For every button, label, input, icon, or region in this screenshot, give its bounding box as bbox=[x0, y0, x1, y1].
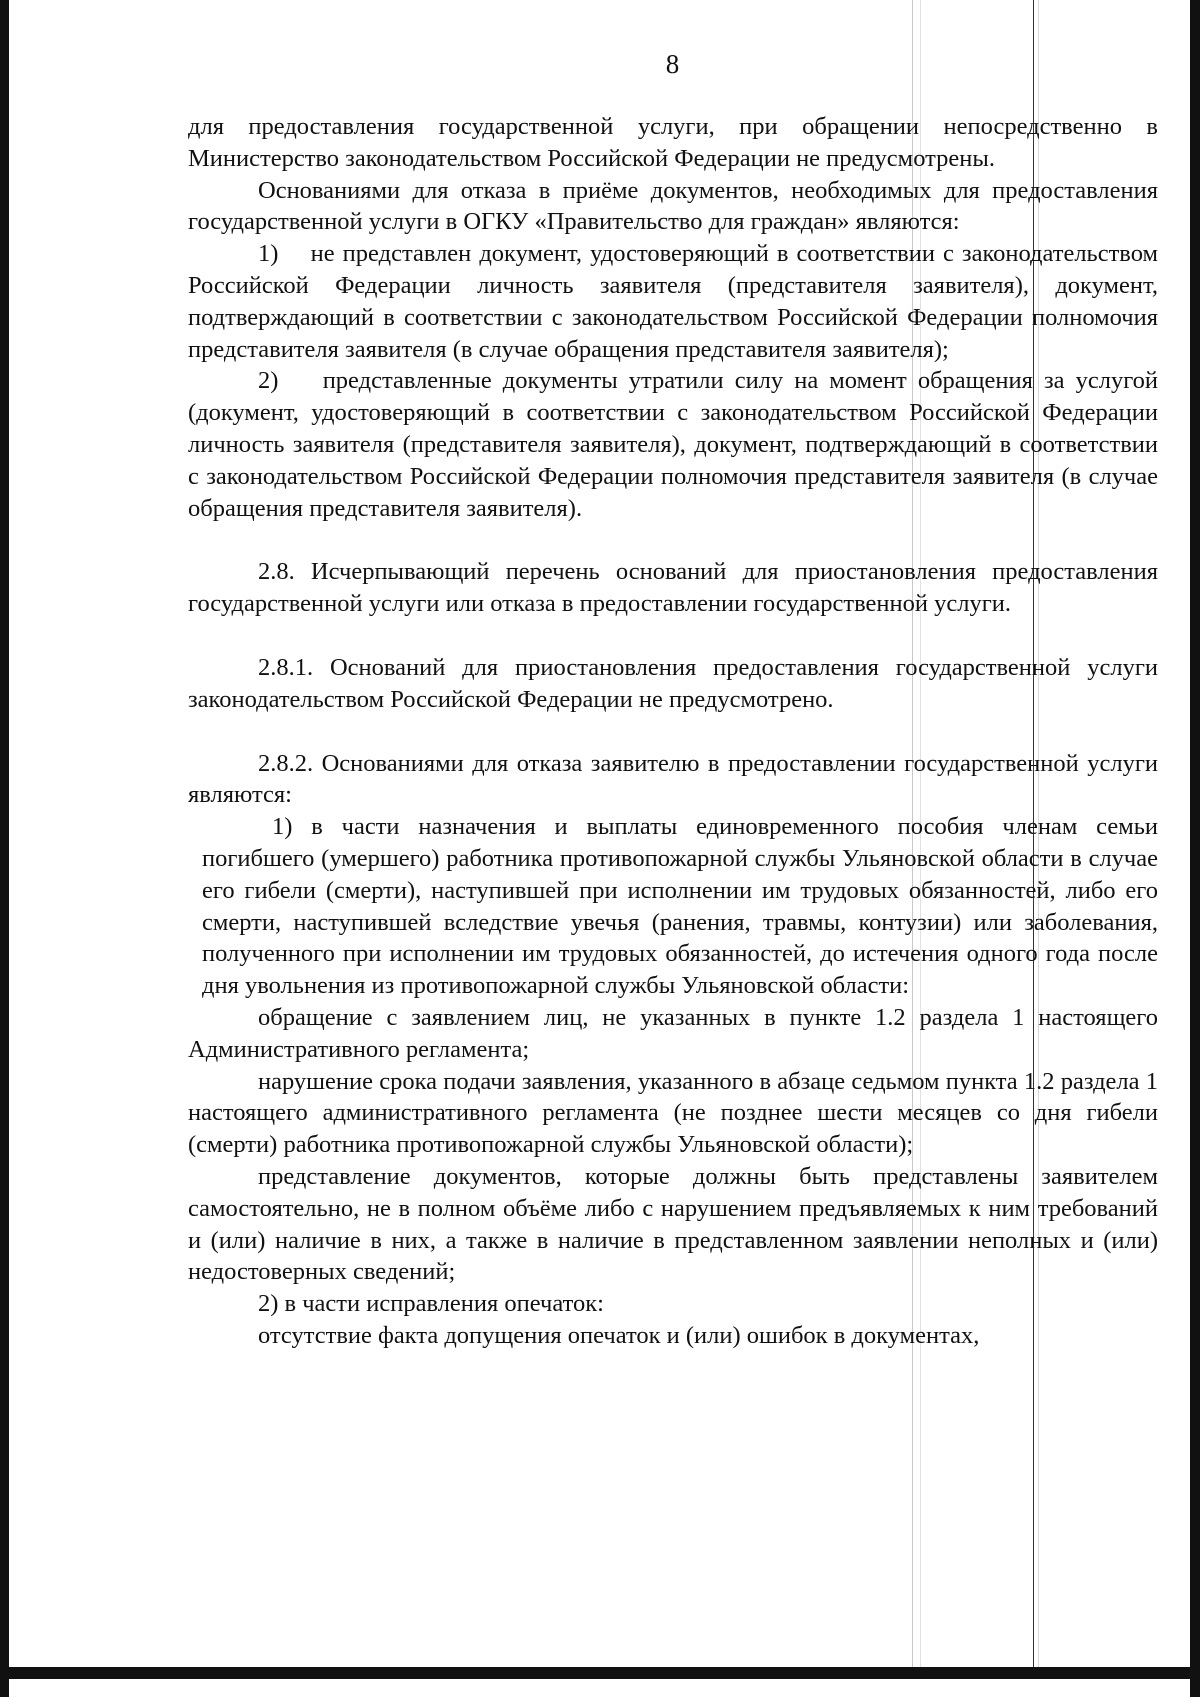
paragraph: 1) не представлен документ, удостоверяющий в соответствии с законодательством Российской Федерации личность заявителя (представителя заявителя), документ, подтверждающий в соответствии с законодательством Российской Федерации полномочия представителя заявителя (в случае обращения представителя заявителя); bbox=[188, 240, 1158, 363]
scan-border-left bbox=[0, 0, 9, 1697]
paragraph: отсутствие факта допущения опечаток и (или) ошибок в документах, bbox=[258, 1321, 980, 1349]
scan-border-bottom bbox=[0, 1667, 1200, 1679]
paragraph: нарушение срока подачи заявления, указанного в абзаце седьмом пункта 1.2 раздела 1 настоящего административного регламента (не позднее шести месяцев со дня гибели (смерти) работника противопожарной службы Ульяновской области); bbox=[188, 1067, 1158, 1159]
document-body bbox=[188, 111, 1158, 1352]
section-heading: 2.8.1. Оснований для приостановления предоставления государственной услуги законодательством Российской Федерации не предусмотрено. bbox=[188, 653, 1158, 713]
paragraph: обращение с заявлением лиц, не указанных в пункте 1.2 раздела 1 настоящего Административного регламента; bbox=[188, 1003, 1158, 1063]
scan-border-right bbox=[1190, 0, 1200, 1697]
paragraph: представление документов, которые должны быть представлены заявителем самостоятельно, не в полном объёме либо с нарушением предъявляемых к ним требований и (или) наличие в них, а также в наличие в представленном заявлении неполных и (или) недостоверных сведений; bbox=[188, 1162, 1158, 1286]
paragraph: 2) представленные документы утратили силу на момент обращения за услугой (документ, удостоверяющий в соответствии с законодательством Российской Федерации личность заявителя (представителя заявителя), документ, подтверждающий в соответствии с законодательством Российской Федерации полномочия представителя заявителя (в случае обращения представителя заявителя). bbox=[188, 367, 1158, 522]
spacer bbox=[188, 524, 1158, 556]
list-item: 1) в части назначения и выплаты единовременного пособия членам семьи погибшего (умершего) работника противопожарной службы Ульяновской области в случае его гибели (смерти), наступившей при исполнении им трудовых обязанностей, либо его смерти, наступившей вследствие увечья (ранения, травмы, контузии) или заболевания, полученного при исполнении им трудовых обязанностей, до истечения одного года после дня увольнения из противопожарной службы Ульяновской области: bbox=[202, 813, 1158, 1000]
section-heading: 2.8. Исчерпывающий перечень оснований для приостановления предоставления государственной услуги или отказа в предоставлении государственной услуги. bbox=[188, 558, 1158, 618]
spacer bbox=[188, 620, 1158, 652]
section-heading: 2.8.2. Основаниями для отказа заявителю в предоставлении государственной услуги являются: bbox=[188, 749, 1158, 809]
list-item: 2) в части исправления опечаток: bbox=[258, 1290, 604, 1318]
spacer bbox=[188, 716, 1158, 748]
paragraph: Основаниями для отказа в приёме документов, необходимых для предоставления государственной услуги в ОГКУ «Правительство для граждан» являются: bbox=[188, 176, 1158, 236]
paragraph: для предоставления государственной услуги, при обращении непосредственно в Министерство законодательством Российской Федерации не предусмотрены. bbox=[188, 113, 1158, 172]
page-number: 8 bbox=[665, 49, 680, 79]
